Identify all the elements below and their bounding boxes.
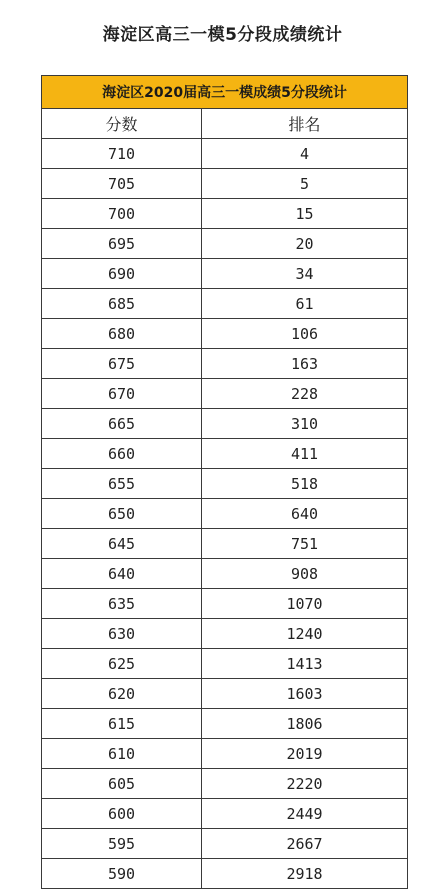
table-row [42,139,408,169]
cell-rank: 411 [202,439,408,469]
cell-score: 710 [42,139,202,169]
cell-rank: 163 [202,349,408,379]
table-row [42,169,408,199]
cell-rank: 2449 [202,799,408,829]
table-row [42,289,408,319]
cell-score: 675 [42,349,202,379]
table-row [42,439,408,469]
cell-rank: 61 [202,289,408,319]
cell-rank: 908 [202,559,408,589]
page-title: 海淀区高三一模5分段成绩统计 [102,25,343,45]
cell-score: 595 [42,829,202,859]
cell-score: 685 [42,289,202,319]
table-row [42,229,408,259]
table-caption-row [42,76,408,109]
cell-rank: 751 [202,529,408,559]
cell-score: 610 [42,739,202,769]
cell-rank: 1806 [202,709,408,739]
cell-score: 645 [42,529,202,559]
table-row [42,769,408,799]
cell-score: 630 [42,619,202,649]
cell-rank: 106 [202,319,408,349]
cell-score: 680 [42,319,202,349]
cell-score: 665 [42,409,202,439]
score-rank-table [41,75,408,889]
table-caption: 海淀区2020届高三一模成绩5分段统计 [42,76,408,109]
table-row [42,379,408,409]
cell-rank: 2019 [202,739,408,769]
cell-score: 660 [42,439,202,469]
table-row [42,589,408,619]
column-header-row [42,109,408,139]
cell-rank: 2918 [202,859,408,889]
cell-score: 600 [42,799,202,829]
table-row [42,529,408,559]
cell-rank: 4 [202,139,408,169]
table-row [42,199,408,229]
table-row [42,799,408,829]
cell-rank: 20 [202,229,408,259]
table-row [42,319,408,349]
cell-rank: 2667 [202,829,408,859]
cell-score: 615 [42,709,202,739]
cell-rank: 34 [202,259,408,289]
cell-rank: 518 [202,469,408,499]
table-row [42,469,408,499]
table-row [42,829,408,859]
table-row [42,739,408,769]
cell-rank: 1240 [202,619,408,649]
cell-rank: 15 [202,199,408,229]
cell-rank: 5 [202,169,408,199]
table-row [42,619,408,649]
cell-rank: 1603 [202,679,408,709]
cell-rank: 228 [202,379,408,409]
cell-score: 640 [42,559,202,589]
cell-score: 635 [42,589,202,619]
column-header-rank: 排名 [202,109,408,139]
cell-rank: 2220 [202,769,408,799]
cell-score: 655 [42,469,202,499]
cell-score: 620 [42,679,202,709]
table-row [42,649,408,679]
table-row [42,499,408,529]
cell-rank: 640 [202,499,408,529]
cell-score: 670 [42,379,202,409]
table-row [42,679,408,709]
table-row [42,709,408,739]
cell-score: 705 [42,169,202,199]
cell-score: 590 [42,859,202,889]
table-row [42,259,408,289]
table-row [42,559,408,589]
cell-rank: 1413 [202,649,408,679]
table-row [42,349,408,379]
column-header-score: 分数 [42,109,202,139]
cell-score: 650 [42,499,202,529]
cell-rank: 310 [202,409,408,439]
cell-score: 605 [42,769,202,799]
cell-rank: 1070 [202,589,408,619]
table-row [42,409,408,439]
cell-score: 700 [42,199,202,229]
cell-score: 695 [42,229,202,259]
cell-score: 690 [42,259,202,289]
table-row [42,859,408,889]
cell-score: 625 [42,649,202,679]
